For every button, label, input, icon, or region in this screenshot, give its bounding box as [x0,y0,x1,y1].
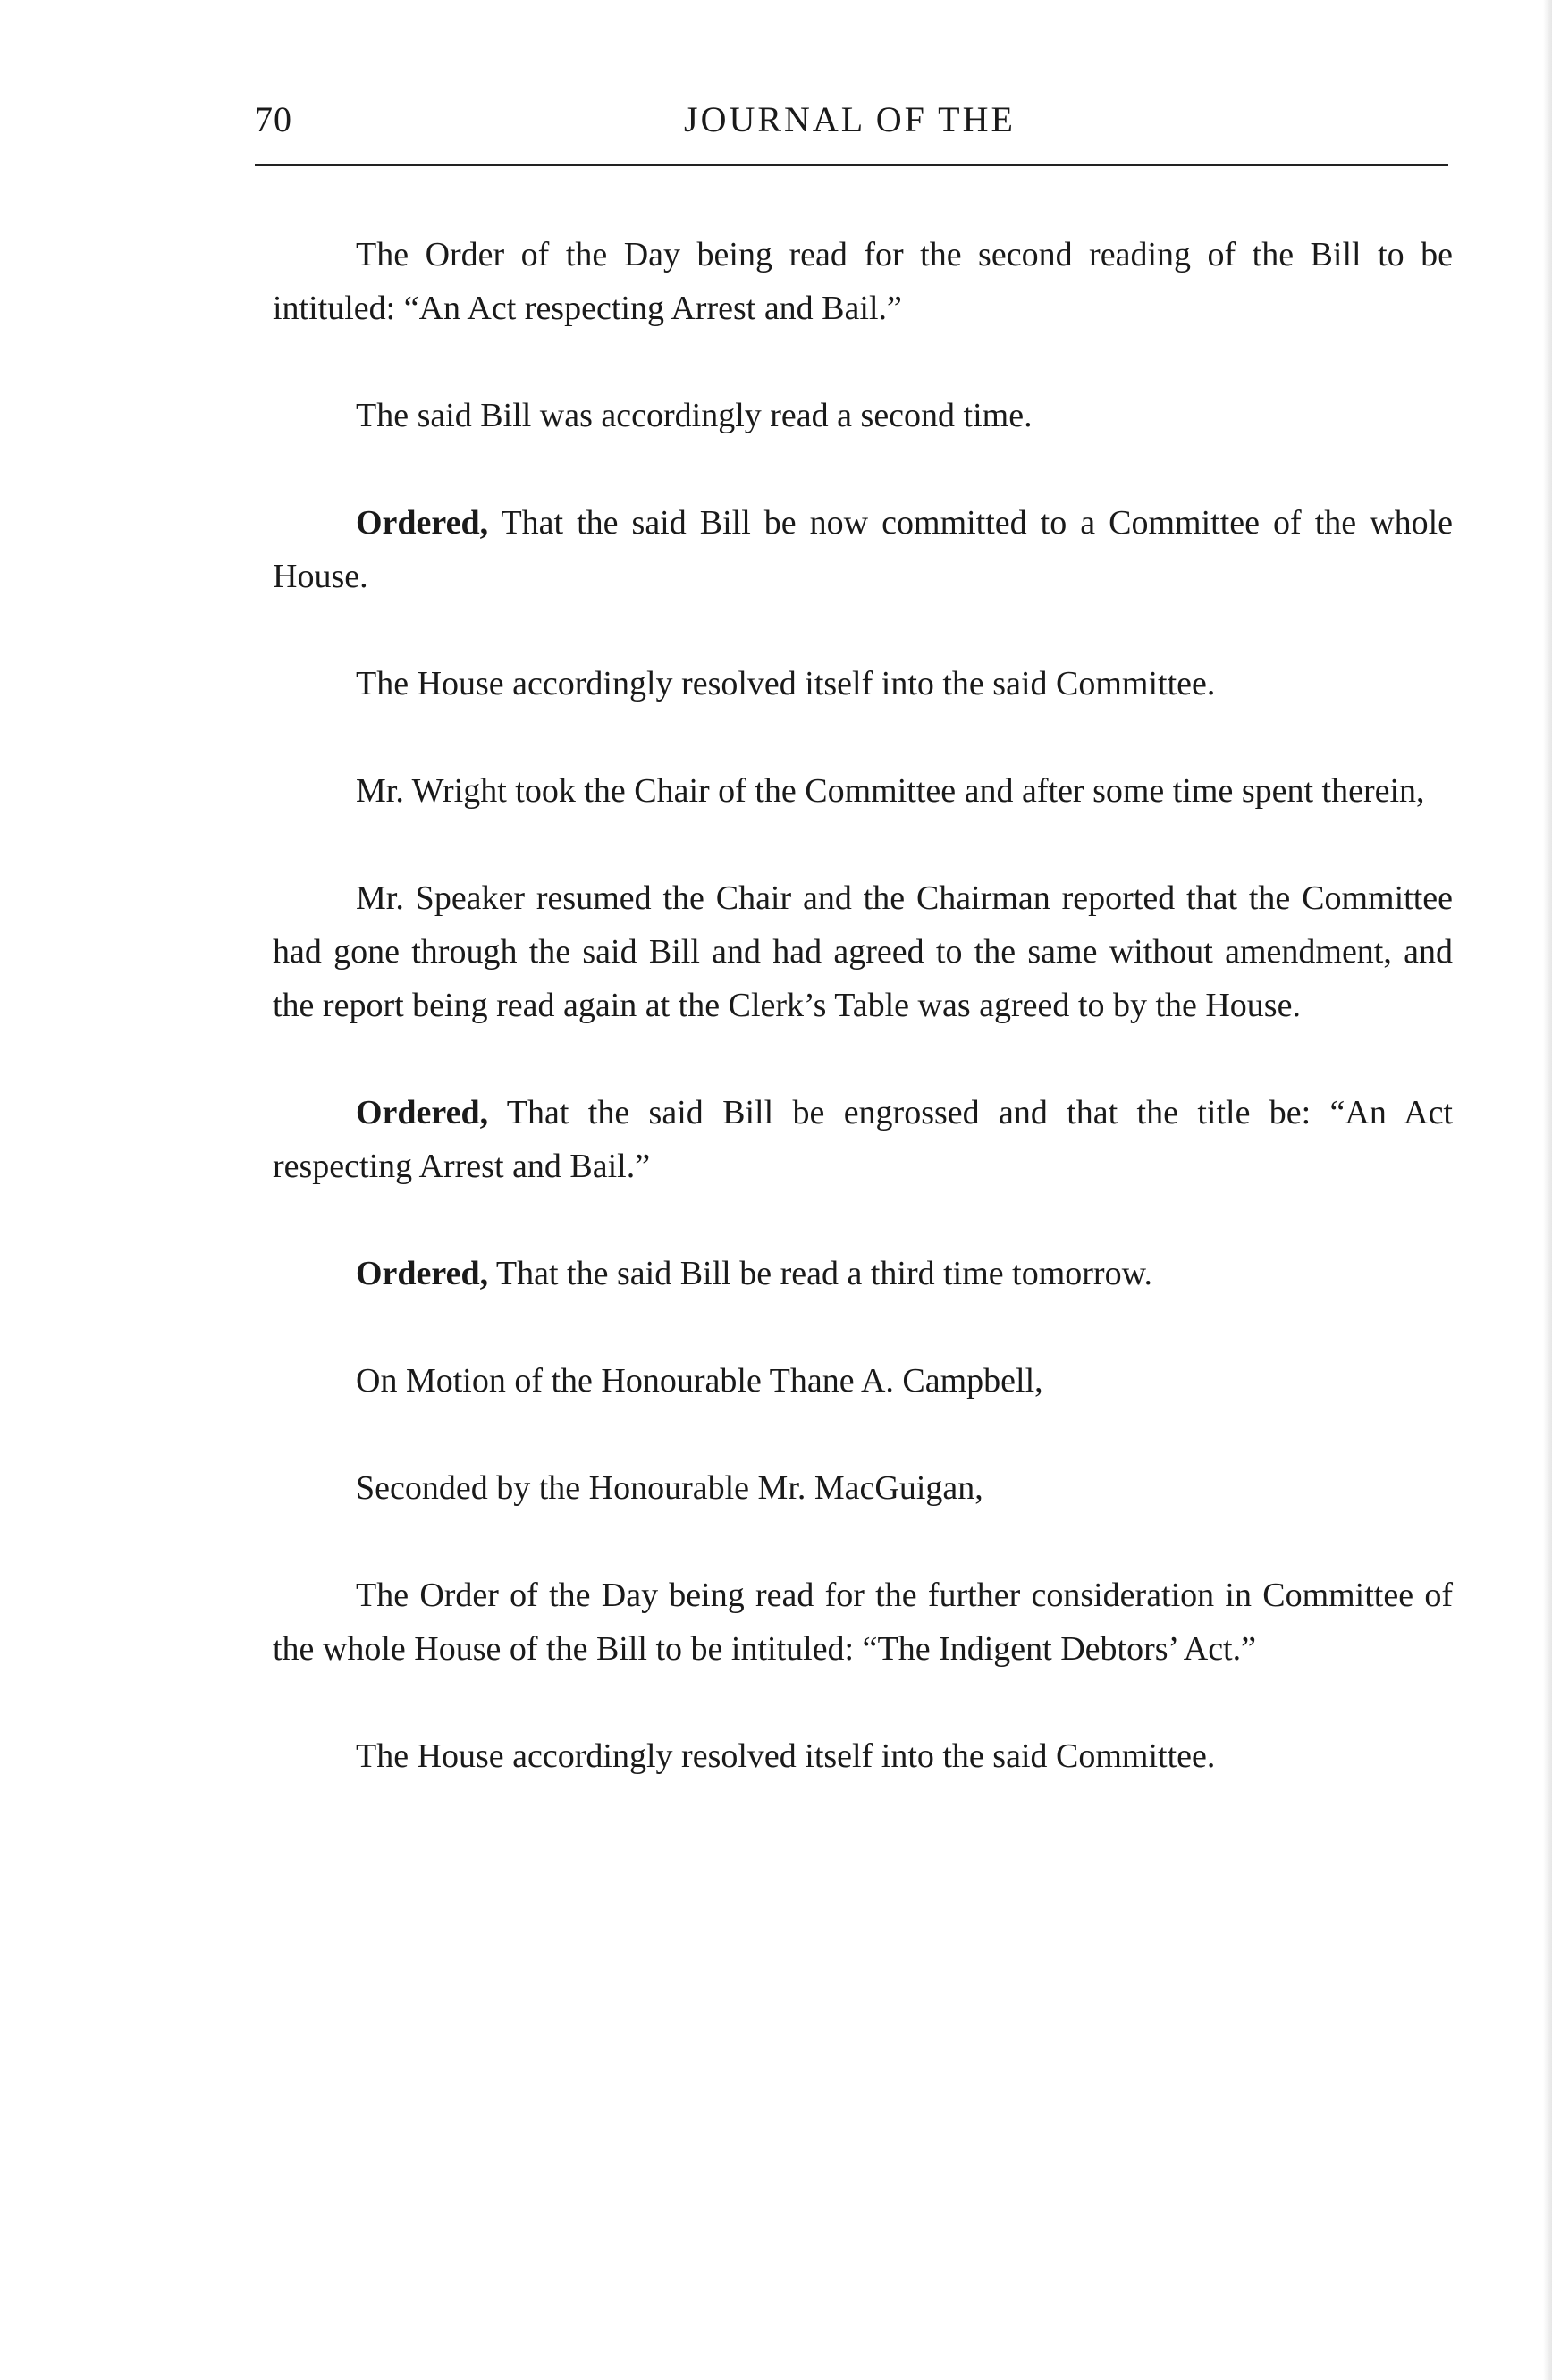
paragraph-text: The House accordingly resolved itself into the said Committee. [356,665,1216,702]
paragraph-text: Seconded by the Honourable Mr. MacGuigan, [356,1469,983,1507]
paragraph-text: Mr. Wright took the Chair of the Committee and after some time spent therein, [356,772,1425,810]
paragraph-second-reading [273,228,1453,335]
page-edge-shadow [1543,0,1552,2380]
paragraph-seconded [273,1461,1453,1515]
paragraph-text: The said Bill was accordingly read a second time. [356,397,1033,434]
paragraph-text: The Order of the Day being read for the further consideration in Committee of the whole House of the Bill to be intituled: “The Indigent Debtors’ Act.” [273,1577,1453,1668]
paragraph-motion [273,1354,1453,1408]
paragraph-text: The House accordingly resolved itself into the said Committee. [356,1737,1216,1775]
paragraph-text: That the said Bill be engrossed and that the title be: “An Act respecting Arrest and Bail.” [273,1094,1453,1185]
paragraph-text: The Order of the Day being read for the second reading of the Bill to be intituled: “An Act respecting Arrest and Bail.” [273,236,1453,327]
paragraph-house-resolved-final [273,1729,1453,1783]
journal-body [273,228,1453,1837]
paragraph-house-resolved [273,657,1453,711]
paragraph-text: That the said Bill be now committed to a Committee of the whole House. [273,504,1453,595]
paragraph-ordered-committed [273,496,1453,603]
paragraph-wright-chair [273,764,1453,818]
paragraph-lead: Ordered, [356,504,489,542]
paragraph-lead: Ordered, [356,1255,489,1292]
paragraph-read-second-time [273,389,1453,442]
paragraph-text: That the said Bill be read a third time tomorrow. [488,1255,1153,1292]
paragraph-text: Mr. Speaker resumed the Chair and the Chairman reported that the Committee had gone through the said Bill and had agreed to the same without amendment, and the report being read again at the Clerk’s Table was agreed to by the House. [273,879,1453,1024]
paragraph-ordered-third-reading [273,1247,1453,1300]
paragraph-text: On Motion of the Honourable Thane A. Campbell, [356,1362,1043,1400]
page-header [255,98,1448,152]
page-number: 70 [255,99,292,139]
paragraph-further-consideration [273,1568,1453,1676]
paragraph-lead: Ordered, [356,1094,489,1131]
paragraph-ordered-engrossed [273,1086,1453,1193]
header-rule [255,164,1448,166]
paragraph-speaker-resumed [273,871,1453,1032]
running-head: JOURNAL OF THE [684,99,1016,139]
